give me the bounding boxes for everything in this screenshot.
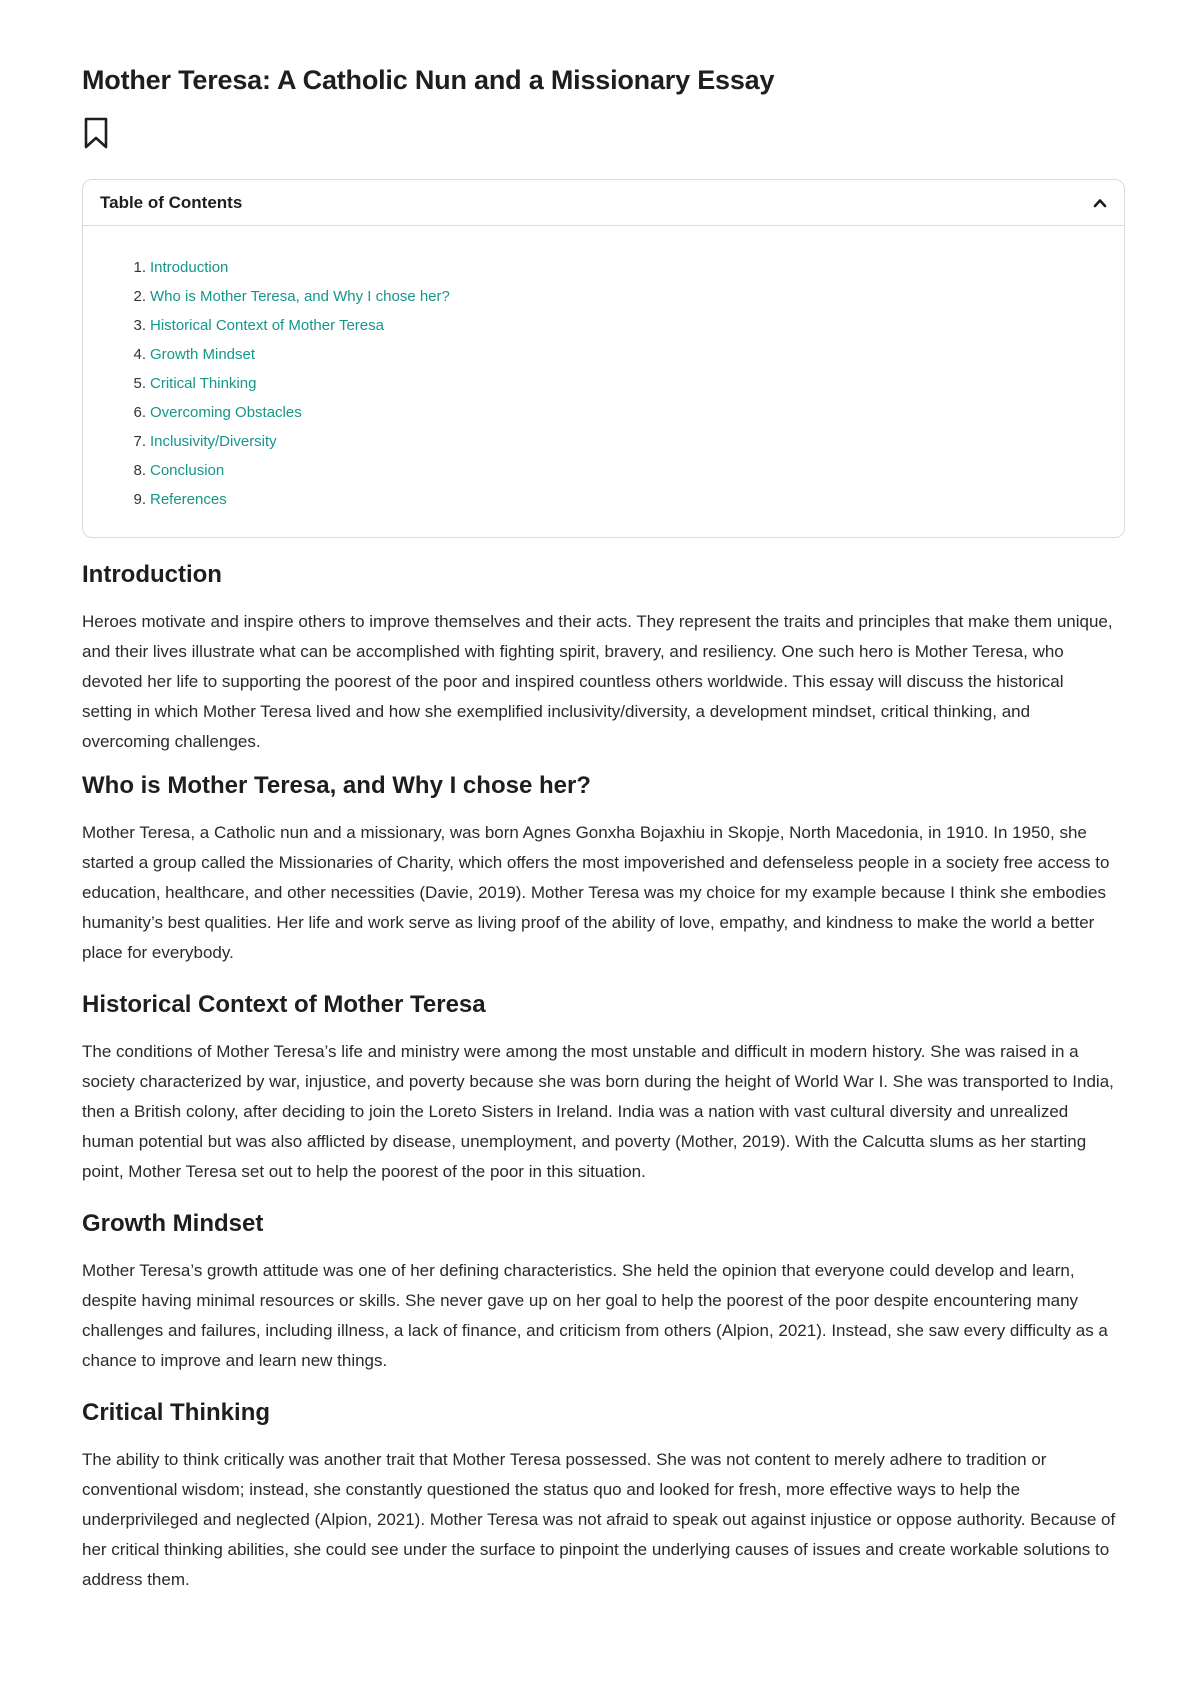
toc-item-number: 3. [133,317,146,334]
toc-item-number: 5. [133,375,146,392]
toc-link-growth-mindset[interactable]: Growth Mindset [150,346,256,363]
section-paragraph: The conditions of Mother Teresa’s life and ministry were among the most unstable and difficult in modern history. She was raised in a society characterized by war, injustice, and poverty because she was born during the height of World War I. She was transported to India, then a British colony, after deciding to join the Loreto Sisters in Ireland. India was a nation with vast cultural diversity and unrealized human potential but was also afflicted by disease, unemployment, and poverty (Mother, 2019). With the Calcutta slums as her starting point, Mother Teresa set out to help the poorest of the poor in this situation. [82,1042,1114,1181]
table-of-contents [82,179,1125,538]
toc-toggle[interactable] [83,180,1124,226]
toc-item-number: 7. [133,433,146,450]
section-heading: Introduction [82,561,222,588]
bookmark-icon[interactable] [82,116,110,150]
section-who-is-mother-teresa [82,770,1118,968]
toc-link-inclusivity-diversity[interactable]: Inclusivity/Diversity [150,433,277,450]
toc-item-number: 2. [133,288,146,305]
toc-item-number: 8. [133,462,146,479]
toc-item [127,340,1124,369]
chevron-up-icon[interactable] [1092,195,1108,211]
toc-item [127,369,1124,398]
toc-link-historical-context[interactable]: Historical Context of Mother Teresa [150,317,384,334]
toc-link-introduction[interactable]: Introduction [150,259,229,276]
toc-link-who-is-mother-teresa[interactable]: Who is Mother Teresa, and Why I chose her? [150,288,450,305]
section-paragraph: The ability to think critically was another trait that Mother Teresa possessed. She was not content to merely adhere to tradition or conventional wisdom; instead, she constantly questioned the status quo and looked for fresh, more effective ways to help the underprivileged and neglected (Alpion, 2021). Mother Teresa was not afraid to speak out against injustice or oppose authority. Because of her critical thinking abilities, she could see under the surface to pinpoint the underlying causes of issues and create workable solutions to address them. [82,1450,1116,1589]
toc-link-overcoming-obstacles[interactable]: Overcoming Obstacles [150,404,302,421]
toc-item [127,427,1124,456]
section-critical-thinking [82,1397,1118,1595]
toc-item [127,456,1124,485]
toc-link-conclusion[interactable]: Conclusion [150,462,225,479]
section-heading: Historical Context of Mother Teresa [82,991,486,1018]
page-title: Mother Teresa: A Catholic Nun and a Missionary Essay [82,65,775,95]
toc-item [127,282,1124,311]
section-historical-context [82,989,1118,1187]
section-paragraph: Mother Teresa, a Catholic nun and a missionary, was born Agnes Gonxha Bojaxhiu in Skopje, North Macedonia, in 1910. In 1950, she started a group called the Missionaries of Charity, which offers the most impoverished and defenseless people in a society free access to education, healthcare, and other necessities (Davie, 2019). Mother Teresa was my choice for my example because I think she embodies humanity’s best qualities. Her life and work serve as living proof of the ability of love, empathy, and kindness to make the world a better place for everybody. [82,823,1110,962]
toc-item [127,311,1124,340]
section-paragraph: Heroes motivate and inspire others to improve themselves and their acts. They represent the traits and principles that make them unique, and their lives illustrate what can be accomplished with fighting spirit, bravery, and resiliency. One such hero is Mother Teresa, who devoted her life to supporting the poorest of the poor and inspired countless others worldwide. This essay will discuss the historical setting in which Mother Teresa lived and how she exemplified inclusivity/diversity, a development mindset, critical thinking, and overcoming challenges. [82,612,1113,751]
toc-list [83,226,1124,514]
toc-item-number: 4. [133,346,146,363]
toc-item [127,485,1124,514]
toc-link-critical-thinking[interactable]: Critical Thinking [150,375,257,392]
section-heading: Who is Mother Teresa, and Why I chose her? [82,772,591,799]
toc-item-number: 9. [133,491,146,508]
section-heading: Critical Thinking [82,1399,271,1426]
section-paragraph: Mother Teresa’s growth attitude was one of her defining characteristics. She held the opinion that everyone could develop and learn, despite having minimal resources or skills. She never gave up on her goal to help the poorest of the poor despite encountering many challenges and failures, including illness, a lack of finance, and criticism from others (Alpion, 2021). Instead, she saw every difficulty as a chance to improve and learn new things. [82,1261,1108,1370]
toc-title: Table of Contents [100,192,243,212]
toc-link-references[interactable]: References [150,491,227,508]
section-growth-mindset [82,1208,1118,1376]
toc-item-number: 6. [133,404,146,421]
section-introduction [82,559,1118,757]
toc-item-number: 1. [133,259,146,276]
toc-item [127,398,1124,427]
toc-item [127,253,1124,282]
section-heading: Growth Mindset [82,1210,264,1237]
